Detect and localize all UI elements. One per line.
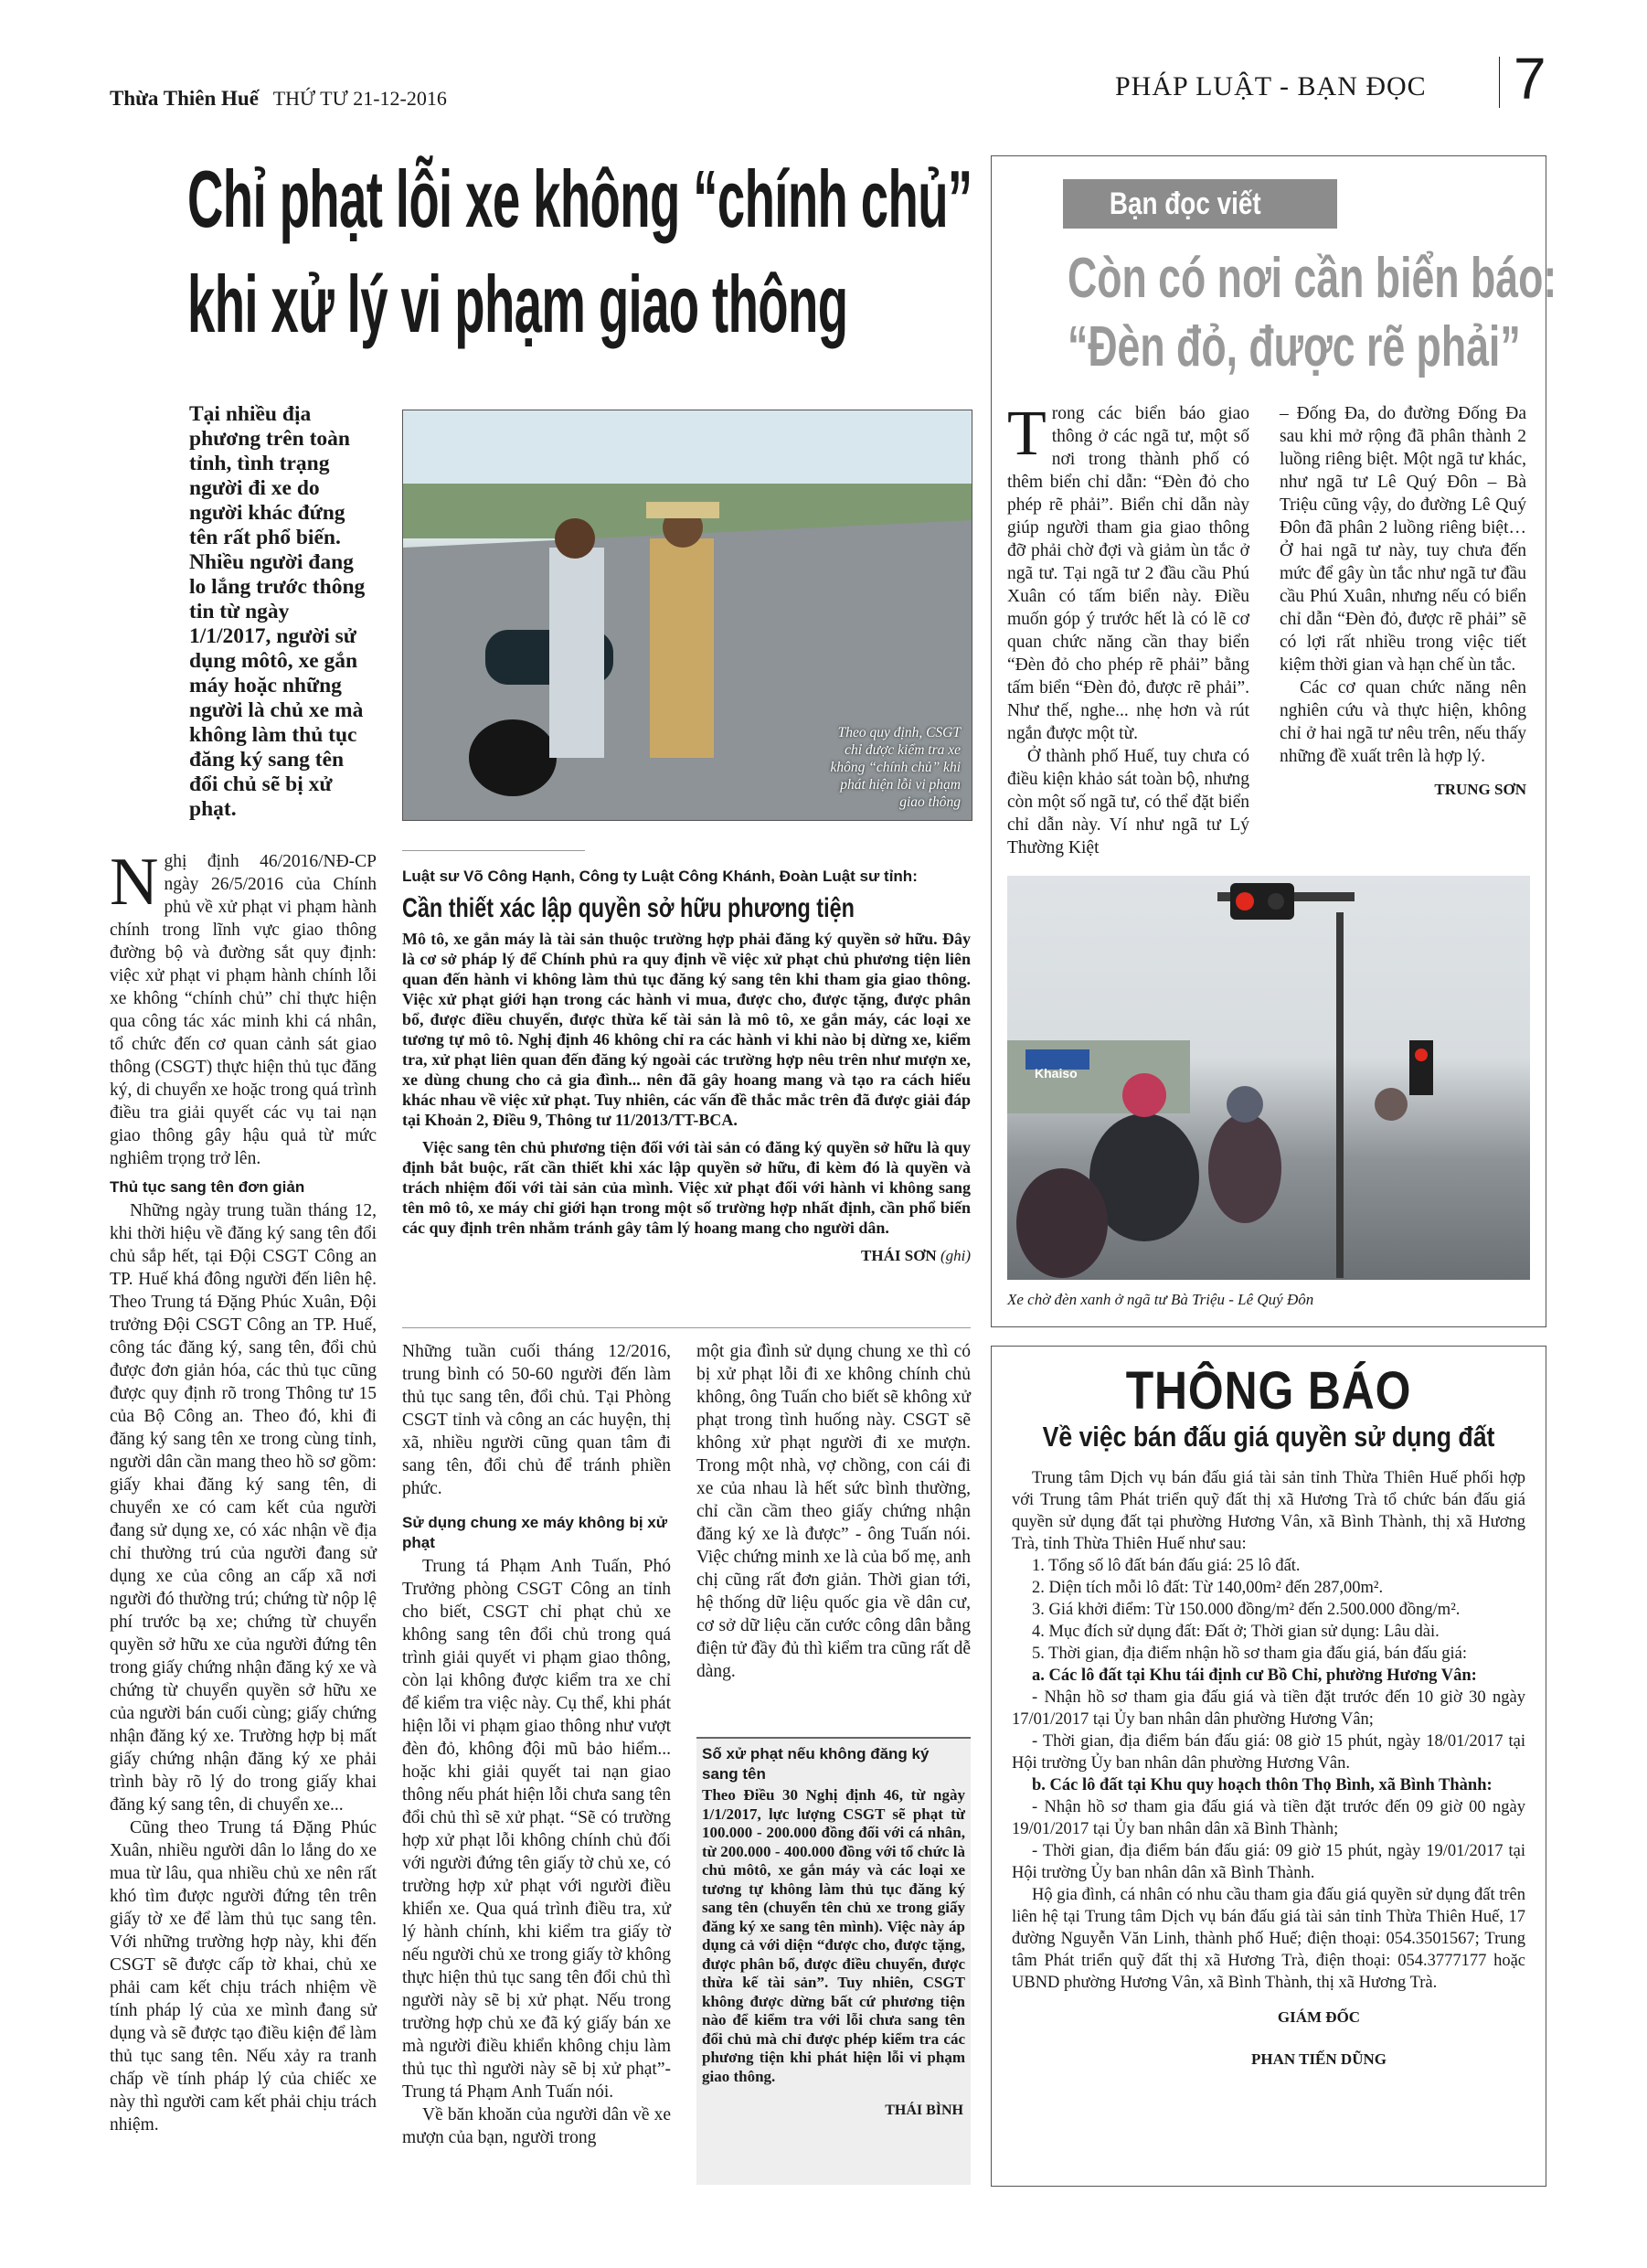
reader-col2-text: – Đống Đa, do đường Đống Đa sau khi mở rộng đã phân thành 2 luồng riêng biệt. Một ngã tư khác, như ngã tư Lê Quý Đôn – Bà Triệu cũng vậy, do đường Lê Quý Đôn đã phân 2 luồng riêng biệt… Ở hai ngã tư này, tuy chưa đến mức để gây ùn tắc như ngã tư đầu cầu Phú Xuân, nhưng nếu có biển chỉ dẫn “Đèn đỏ, được rẽ phải” sẽ có lợi rất nhiều trong việc tiết kiệm thời gian và hạn chế ùn tắc.	[1280, 404, 1526, 675]
reader-label: Bạn đọc viết	[1109, 186, 1261, 221]
notice-item-5: 5. Thời gian, địa điểm nhận hồ sơ tham gia đấu giá, bán đấu giá:	[1032, 1645, 1467, 1663]
reader-col1-text: rong các biển báo giao thông ở các ngã tư, một số nơi trong thành phố có thêm biển chỉ dẫn: “Đèn đỏ cho phép rẽ phải”. Biển chỉ dẫn này giúp người tham gia giao thông đỡ phải chờ đợi và giảm ùn tắc ở ngã tư. Tại ngã tư 2 đầu cầu Phú Xuân có tấm biển này. Điều muốn góp ý trước hết là có lẽ cơ quan chức năng cần thay biển “Đèn đỏ cho phép rẽ phải” bằng tấm biển “Đèn đỏ, được rẽ phải”. Như thế, nghe... nhẹ hơn và rút ngắn được một từ.	[1007, 404, 1249, 743]
reader-photo-illustration	[1007, 876, 1530, 1280]
reader-label-bg	[1063, 179, 1337, 229]
reader-title-line1: Còn có nơi cần biển báo:	[1068, 247, 1557, 310]
section-name: PHÁP LUẬT - BẠN ĐỌC	[1115, 71, 1427, 101]
main-headline-line1: Chỉ phạt lỗi xe không “chính chủ”	[187, 154, 972, 244]
fine-box-author: THÁI BÌNH	[885, 2103, 963, 2118]
notice-intro: Trung tâm Dịch vụ bán đấu giá tài sản tỉnh Thừa Thiên Huế phối hợp với Trung tâm Phát triển quỹ đất thị xã Hương Trà tổ chức bán đấu giá quyền sử dụng đất tại phường Hương Vân, xã Bình Thành, thị xã Hương Trà, tỉnh Thừa Thiên Huế như sau:	[1012, 1469, 1525, 1553]
notice-section-a-1: - Nhận hồ sơ tham gia đấu giá và tiền đặt trước đến 10 giờ 30 ngày 17/01/2017 tại Ủy ban nhân dân phường Hương Vân;	[1012, 1688, 1525, 1729]
sidebar-rule	[402, 850, 585, 851]
main-column-3	[696, 1340, 971, 1683]
page-number: 7	[1514, 46, 1546, 112]
col2-paragraph-3: Về băn khoăn của người dân về xe mượn của bạn, người trong	[402, 2105, 671, 2147]
notice-title: THÔNG BÁO	[1125, 1361, 1412, 1421]
lawyer-signature	[402, 1247, 971, 1265]
fine-box	[696, 1737, 971, 2185]
notice-signer-title: GIÁM ĐỐC	[1277, 2008, 1361, 2026]
reader-column-1	[1007, 399, 1249, 859]
reader-author: TRUNG SƠN	[1434, 781, 1526, 798]
main-photo	[402, 410, 972, 821]
lawyer-paragraph-2: Việc sang tên chủ phương tiện đối với tài sản có đăng ký quyền sở hữu là quy định bắt buộc, rất cần thiết khi xác lập quyền sở hữu, đi kèm đó là quyền và trách nhiệm đối với tài sản của mình. Việc xử phạt đối với hành vi không sang tên mô tô, xe máy chỉ giới hạn trong một số trường hợp nhất định, cần phổ biến các quy định trên nhằm tránh gây tâm lý hoang mang cho người dân.	[402, 1138, 971, 1237]
main-photo-caption: Theo quy định, CSGT chỉ được kiểm tra xe không “chính chủ” khi phát hiện lỗi vi phạm giao thông	[830, 725, 961, 810]
col2-paragraph-1: Những tuần cuối tháng 12/2016, trung bình có 50-60 người đến làm thủ tục sang tên, đổi chủ. Tại Phòng CSGT tỉnh và công an các huyện, thị xã, nhiều người cũng quan tâm đi sang tên, đổi chủ để tránh phiền phức.	[402, 1342, 671, 1498]
col1-subheading: Thủ tục sang tên đơn giản	[110, 1178, 305, 1196]
notice-section-a-title: a. Các lô đất tại Khu tái định cư Bồ Chỉ, phường Hương Vân:	[1032, 1666, 1477, 1685]
lawyer-bottom-rule	[402, 1327, 971, 1328]
signature-note: (ghi)	[940, 1247, 971, 1264]
issue-date: THỨ TƯ 21-12-2016	[272, 87, 447, 110]
lawyer-author: Luật sư Võ Công Hạnh, Công ty Luật Công Khánh, Đoàn Luật sư tỉnh:	[402, 868, 918, 885]
shop-sign: Khaiso	[1035, 1066, 1078, 1081]
fine-box-text: Theo Điều 30 Nghị định 46, từ ngày 1/1/2017, lực lượng CSGT sẽ phạt từ 100.000 - 200.000 đồng đối với cá nhân, từ 200.000 - 400.000 đồng với tổ chức là chủ môtô, xe gắn máy và các loại xe tương tự không làm thủ tục đăng ký sang tên (chuyển tên chủ xe trong giấy đăng ký xe sang tên mình). Việc này áp dụng cả với diện “được cho, được tặng, được phân bổ, được điều chuyển, được thừa kế tài sản”. Tuy nhiên, CSGT không được dừng bất cứ phương tiện nào để kiểm tra với lỗi chưa sang tên đổi chủ mà chỉ được phép kiểm tra các phương tiện khi phát hiện lỗi vi phạm giao thông.	[702, 1786, 965, 2085]
notice-subtitle: Về việc bán đấu giá quyền sử dụng đất	[1042, 1421, 1495, 1453]
notice-item-1: 1. Tổng số lô đất bán đấu giá: 25 lô đất.	[1032, 1557, 1301, 1575]
notice-item-3: 3. Giá khởi điểm: Từ 150.000 đồng/m² đến 2.500.000 đồng/m².	[1032, 1601, 1461, 1619]
notice-section-b-1: - Nhận hồ sơ tham gia đấu giá và tiền đặt trước đến 09 giờ 00 ngày 19/01/2017 tại Ủy ban nhân dân xã Bình Thành;	[1012, 1798, 1525, 1838]
reader-title-line2: “Đèn đỏ, được rẽ phải”	[1068, 315, 1521, 378]
main-column-1	[110, 845, 377, 2136]
col2-paragraph-2: Trung tá Phạm Anh Tuấn, Phó Trưởng phòng CSGT Công an tỉnh cho biết, CSGT chỉ phạt chủ xe không sang tên đổi chủ trong quá trình giải quyết vi phạm giao thông, còn lại không được kiểm tra xe chỉ để kiểm tra việc này. Cụ thể, khi phát hiện lỗi vi phạm giao thông như vượt đèn đỏ, không đội mũ bảo hiểm... hoặc khi giải quyết tai nạn giao thông nếu phát hiện lỗi chưa sang tên đổi chủ thì sẽ xử phạt. “Sẽ có trường hợp xử phạt lỗi không chính chủ đối với người đứng tên giấy tờ chủ xe, có trường hợp xử phạt với người điều khiển xe. Qua quá trình điều tra, xử lý hành chính, khi kiểm tra giấy tờ nếu người chủ xe trong giấy tờ không thực hiện thủ tục sang tên đổi chủ thì người này sẽ bị xử phạt. Nếu trong trường hợp chủ xe đã ký giấy bán xe mà người điều khiển không chịu làm thủ tục thì người này sẽ bị xử phạt”- Trung tá Phạm Anh Tuấn nói.	[402, 1557, 671, 2102]
reader-col1-text2: Ở thành phố Huế, tuy chưa có điều kiện khảo sát toàn bộ, nhưng còn một số ngã tư, có thể đặt biển chỉ dẫn này. Ví như ngã tư Lý Thường Kiệt	[1007, 747, 1249, 857]
reader-dropcap: T	[1007, 399, 1047, 469]
masthead	[110, 87, 447, 111]
lawyer-title: Cần thiết xác lập quyền sở hữu phương tiện	[402, 893, 855, 923]
col2-subheading: Sử dụng chung xe máy không bị xử phạt	[402, 1514, 668, 1551]
notice-section-a-2: - Thời gian, địa điểm bán đấu giá: 08 giờ 15 phút, ngày 18/01/2017 tại Hội trường Ủy ban nhân dân phường Hương Vân.	[1012, 1732, 1525, 1773]
notice-closing: Hộ gia đình, cá nhân có nhu cầu tham gia đấu giá quyền sử dụng đất trên liên hệ tại Trung tâm Dịch vụ bán đấu giá tài sản tỉnh Thừa Thiên Huế, 17 đường Nguyễn Văn Linh, thành phố Huế; điện thoại: 054.3501567; Trung tâm Phát triển quỹ đất thị xã Hương Trà, điện thoại: 054.3777177 hoặc UBND phường Hương Vân, xã Bình Thành, thị xã Hương Trà.	[1012, 1886, 1525, 1992]
paper-name: Thừa Thiên Huế	[110, 87, 259, 110]
lawyer-box	[402, 867, 971, 1265]
col3-paragraph-1: một gia đình sử dụng chung xe thì có bị xử phạt lỗi đi xe không chính chủ không, ông Tuấn cho biết sẽ không xử phạt trong tình huống này. CSGT sẽ không xử phạt người đi xe mượn. Trong một nhà, vợ chồng, con cái đi xe của nhau là hết sức bình thường, chỉ cần cầm theo giấy chứng nhận đăng ký xe là được” - ông Tuấn nói. Việc chứng minh xe là của bố mẹ, anh chị cũng rất đơn giản. Thời gian tới, hệ thống dữ liệu quốc gia về dân cư, cơ sở dữ liệu căn cước công dân bằng điện tử đầy đủ thì kiểm tra cũng rất dễ dàng.	[696, 1342, 971, 1681]
col1-paragraph-2: Những ngày trung tuần tháng 12, khi thời hiệu về đăng ký sang tên đổi chủ sắp hết, tại Đội CSGT Công an TP. Huế khá đông người đến liên hệ. Theo Trung tá Đặng Phúc Xuân, Đội trưởng Đội CSGT Công an TP. Huế, công tác đăng ký, sang tên, đổi chủ được đơn giản hóa, các thủ tục cũng được quy định rõ trong Thông tư 15 của Bộ Công an. Theo đó, khi đi đăng ký sang tên xe trong cùng tỉnh, người dân cần mang theo hồ sơ gồm: giấy khai đăng ký sang tên, di chuyển xe có cam kết của người đang sử dụng xe, có xác nhận về địa chỉ thường trú của người đang sử dụng xe của công an cấp xã nơi người đó thường trú; chứng từ nộp lệ phí trước bạ xe; chứng từ chuyển quyền sở hữu xe của người đứng tên trong giấy chứng nhận đăng ký xe và chứng từ chuyển quyền sở hữu xe của người bán cuối cùng; giấy chứng nhận đăng ký xe. Trường hợp bị mất giấy chứng nhận đăng ký xe phải trình bày rõ lý do trong giấy khai đăng ký sang tên, di chuyển xe...	[110, 1201, 377, 1815]
signature-name: THÁI SƠN	[861, 1247, 937, 1264]
main-sapo: Tại nhiều địa phương trên toàn tỉnh, tình trạng người đi xe do người khác đứng tên rất phổ biến. Nhiều người đang lo lắng trước thông tin từ ngày 1/1/2017, người sử dụng môtô, xe gắn máy hoặc những người là chủ xe mà không làm thủ tục đăng ký sang tên đổi chủ sẽ bị xử phạt.	[189, 402, 366, 821]
reader-photo	[1007, 876, 1530, 1280]
lawyer-paragraph-1: Mô tô, xe gắn máy là tài sản thuộc trường hợp phải đăng ký quyền sở hữu. Đây là cơ sở pháp lý để Chính phủ ra quy định về việc xử phạt chủ phương tiện liên quan đến hành vi không làm thủ tục đăng ký sang tên khi tham gia giao thông. Việc xử phạt giới hạn trong các hành vi mua, được cho, được tặng, được phân bổ, được điều chuyển, được thừa kế tài sản là mô tô, xe gắn máy, các loại xe tương tự mô tô. Nghị định 46 không chỉ ra các hành vi khi nào bị dừng xe, kiểm tra, xử phạt liên quan đến đăng ký ngoài các trường hợp nêu trên như mượn xe, xe dùng chung cho cả gia đình... nên đã gây hoang mang và tạo ra cách hiểu khác nhau về việc xử phạt. Tuy nhiên, các vấn đề thắc mắc trên đã được giải đáp tại Khoản 2, Điều 9, Thông tư 11/2013/TT-BCA.	[402, 930, 971, 1129]
notice-box	[991, 1346, 1546, 2187]
reader-column-2	[1280, 402, 1526, 799]
fine-box-title: Số xử phạt nếu không đăng ký sang tên	[702, 1745, 930, 1783]
col1-paragraph-1: ghị định 46/2016/NĐ-CP ngày 26/5/2016 của Chính phủ về xử phạt vi phạm hành chính trong lĩnh vực giao thông đường bộ và đường sắt quy định: việc xử phạt vi phạm hành chính lỗi xe không “chính chủ” chỉ thực hiện qua công tác xác minh khi cá nhân, tổ chức đến cơ quan cảnh sát giao thông (CSGT) thực hiện thủ tục đăng ký, di chuyển xe hoặc trong quá trình điều tra giải quyết các vụ tai nạn giao thông gây hậu quả từ mức nghiêm trọng trở lên.	[110, 852, 377, 1168]
main-headline-line2: khi xử lý vi phạm giao thông	[187, 259, 848, 349]
reader-col2-text2: Các cơ quan chức năng nên nghiên cứu và thực hiện, không chỉ ở hai ngã tư nêu trên, nếu thấy những đề xuất trên là hợp lý.	[1280, 678, 1526, 766]
notice-section-b-2: - Thời gian, địa điểm bán đấu giá: 09 giờ 15 phút, ngày 19/01/2017 tại Hội trường Ủy ban nhân dân xã Bình Thành.	[1012, 1842, 1525, 1882]
notice-item-4: 4. Mục đích sử dụng đất: Đất ở; Thời gian sử dụng: Lâu dài.	[1032, 1623, 1440, 1641]
notice-section-b-title: b. Các lô đất tại Khu quy hoạch thôn Thọ Bình, xã Bình Thành:	[1032, 1776, 1493, 1794]
notice-body	[992, 1454, 1546, 2071]
notice-signer-name: PHAN TIẾN DŨNG	[1251, 2050, 1387, 2068]
main-column-2	[402, 1340, 671, 2149]
dropcap: N	[110, 845, 159, 920]
header-divider	[1499, 57, 1500, 108]
notice-item-2: 2. Diện tích mỗi lô đất: Từ 140,00m² đến 287,00m².	[1032, 1579, 1384, 1597]
reader-photo-caption: Xe chờ đèn xanh ở ngã tư Bà Triệu - Lê Quý Đôn	[1007, 1291, 1314, 1308]
col1-paragraph-3: Cũng theo Trung tá Đặng Phúc Xuân, nhiều người dân lo lắng do xe mua từ lâu, qua nhiều chủ xe nên rất khó tìm được người đứng tên trên giấy tờ xe để làm thủ tục sang tên. Với những trường hợp này, khi đến CSGT sẽ được cấp tờ khai, chủ xe phải cam kết chịu trách nhiệm về tính pháp lý của xe mình đang sử dụng và sẽ được tạo điều kiện để làm thủ tục sang tên. Nếu xảy ra tranh chấp về tính pháp lý của chiếc xe này thì người cam kết phải chịu trách nhiệm.	[110, 1818, 377, 2135]
